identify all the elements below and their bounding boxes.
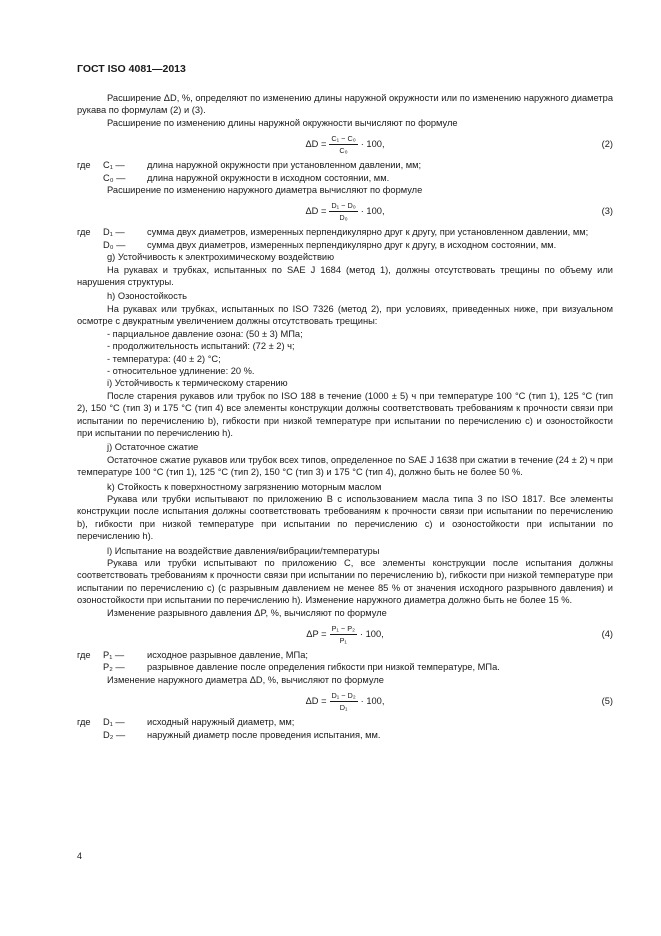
definition-row (77, 716, 613, 728)
where-label: где (77, 650, 91, 661)
definitions-d3 (77, 226, 613, 251)
where-label: где (77, 160, 91, 171)
paragraph-burst-pressure: Изменение разрывного давления ΔP, %, вычисляют по формуле (107, 607, 387, 618)
section-j-text: Остаточное сжатие рукавов или трубок всех типов, определенное по SAE J 1638 при сжатии в течение (24 ± 2) ч при температуре 100 °С (тип 1), 125 °С (тип 2), 150 °С (тип 3) и 175 °С (тип 4), должно быть не более 50 %. (77, 454, 613, 478)
formula-denominator: D₁ (339, 702, 348, 712)
definition-symbol: P₁ — (103, 650, 125, 661)
definition-symbol: P₂ — (103, 662, 125, 673)
list-item: - парциальное давление озона: (50 ± 3) МПа; (107, 328, 303, 339)
formula-lhs: ΔD = (305, 206, 327, 217)
definition-text: разрывное давление после определения гибкости при низкой температуре, МПа. (147, 662, 500, 673)
where-label: где (77, 717, 91, 728)
definition-symbol: D₁ — (103, 227, 125, 238)
formula-number: (5) (601, 696, 613, 707)
definitions-c (77, 159, 613, 184)
section-h-heading: h) Озоностойкость (107, 291, 187, 302)
section-i-text: После старения рукавов или трубок по ISO 188 в течение (1000 ± 5) ч при температуре 100 °С (тип 1), 125 °С (тип 2), 150 °С (тип 3) и 175 °С (тип 4) все элементы конструкции должны соответствовать требованиям к прочности связи при испытании по перечислению b), гибкости при низкой температуре при испытании по перечислению с) и озоностойкости при испытании по перечислению h). (77, 390, 613, 438)
formula-tail: · 100, (360, 206, 385, 217)
formula-fraction (329, 134, 357, 155)
formula-denominator: C₀ (339, 145, 348, 155)
where-label: где (77, 227, 91, 238)
formula-numerator: P₁ − P₂ (331, 623, 355, 633)
definition-symbol: C₀ — (103, 172, 126, 183)
paragraph-expansion-intro: Расширение ΔD, %, определяют по изменению длины наружной окружности или по изменению наружного диаметра рукава по формулам (2) и (3). (77, 93, 613, 116)
formula-fraction (330, 691, 358, 712)
list-item: - относительное удлинение: 20 %. (107, 365, 255, 376)
section-g-heading: g) Устойчивость к электрохимическому воздействию (107, 252, 335, 263)
section-k-text: Рукава или трубки испытывают по приложению В с использованием масла типа 3 по ISO 1817. Все элементы конструкции после испытания должны соответствовать требованиям к прочности связи при испытании по перечислению b), гибкости при низкой температуре при испытании по перечислению с) и озоностойкости при испытании по перечислению h). (77, 493, 613, 542)
section-l-heading: l) Испытание на воздействие давления/вибрации/температуры (107, 545, 380, 556)
list-item: - продолжительность испытаний: (72 ± 2) ч; (107, 341, 295, 352)
formula-numerator: D₁ − D₂ (331, 690, 356, 700)
formula-2 (77, 129, 613, 159)
formula-fraction (329, 201, 357, 222)
formula-tail: · 100, (360, 696, 385, 707)
definition-text: длина наружной окружности в исходном состоянии, мм. (147, 172, 390, 183)
page-content (77, 92, 613, 741)
document-header: ГОСТ ISO 4081—2013 (77, 63, 186, 75)
section-j-heading: j) Остаточное сжатие (107, 442, 199, 453)
definition-row (77, 172, 613, 184)
formula-number: (2) (601, 139, 613, 150)
formula-4 (77, 619, 613, 649)
formula-lhs: ΔP = (306, 628, 327, 639)
list-item: - температура: (40 ± 2) °С; (107, 353, 221, 364)
formula-fraction (330, 624, 357, 645)
definitions-d5 (77, 716, 613, 741)
definition-symbol: D₁ — (103, 717, 125, 728)
definition-text: сумма двух диаметров, измеренных перпендикулярно друг к другу, при установленном давлении, мм; (147, 227, 589, 238)
ozone-conditions-list (77, 328, 613, 378)
section-l-text: Рукава или трубки испытывают по приложению С, все элементы конструкции после испытания должны соответствовать требованиям к прочности связи при испытании по перечислению b), гибкости при низкой температуре при испытании по перечислению с) (с разрывным давлением не менее 85 % от значения исходного разрывного давления) и озоностойкости при испытании по перечислению h). Изменение наружного диаметра должно быть не более 15 %. (77, 558, 613, 606)
formula-tail: · 100, (359, 628, 384, 639)
definitions-p (77, 649, 613, 674)
definition-row (77, 661, 613, 673)
paragraph-diameter: Расширение по изменению наружного диаметра вычисляют по формуле (107, 185, 423, 196)
paragraph-circumference: Расширение по изменению длины наружной окружности вычисляют по формуле (107, 117, 458, 128)
page-number: 4 (77, 851, 83, 861)
definition-row (77, 159, 613, 171)
formula-numerator: C₁ − C₀ (331, 133, 356, 143)
formula-numerator: D₁ − D₀ (331, 200, 356, 210)
definition-text: исходное разрывное давление, МПа; (147, 650, 308, 661)
definition-row (77, 729, 613, 741)
formula-number: (3) (601, 206, 613, 217)
formula-3 (77, 196, 613, 226)
formula-tail: · 100, (360, 139, 385, 150)
definition-text: длина наружной окружности при установленном давлении, мм; (147, 160, 422, 171)
definition-row (77, 649, 613, 661)
section-g-text: На рукавах и трубках, испытанных по SAE J 1684 (метод 1), должны отсутствовать трещины по объему или нарушения структуры. (77, 264, 613, 288)
definition-text: исходный наружный диаметр, мм; (147, 717, 295, 728)
formula-lhs: ΔD = (305, 139, 327, 150)
section-i-heading: i) Устойчивость к термическому старению (107, 378, 288, 389)
formula-5 (77, 686, 613, 716)
paragraph-diameter-change: Изменение наружного диаметра ΔD, %, вычисляют по формуле (107, 674, 384, 685)
formula-denominator: P₁ (339, 635, 347, 645)
definition-symbol: D₂ — (103, 729, 126, 740)
formula-number: (4) (601, 628, 613, 639)
definition-symbol: D₀ — (103, 239, 126, 250)
definition-symbol: C₁ — (103, 160, 125, 171)
definition-text: сумма двух диаметров, измеренных перпендикулярно друг к другу, в исходном состоянии, мм. (147, 239, 557, 250)
formula-denominator: D₀ (339, 212, 348, 222)
definition-row (77, 226, 613, 238)
definition-text: наружный диаметр после проведения испытания, мм. (147, 729, 381, 740)
formula-lhs: ΔD = (305, 696, 327, 707)
section-k-heading: k) Стойкость к поверхностному загрязнению моторным маслом (107, 481, 382, 492)
definition-row (77, 239, 613, 251)
section-h-text: На рукавах или трубках, испытанных по ISO 7326 (метод 2), при условиях, приведенных ниже, при визуальном осмотре с двукратным увеличением должны отсутствовать трещины: (77, 303, 613, 327)
